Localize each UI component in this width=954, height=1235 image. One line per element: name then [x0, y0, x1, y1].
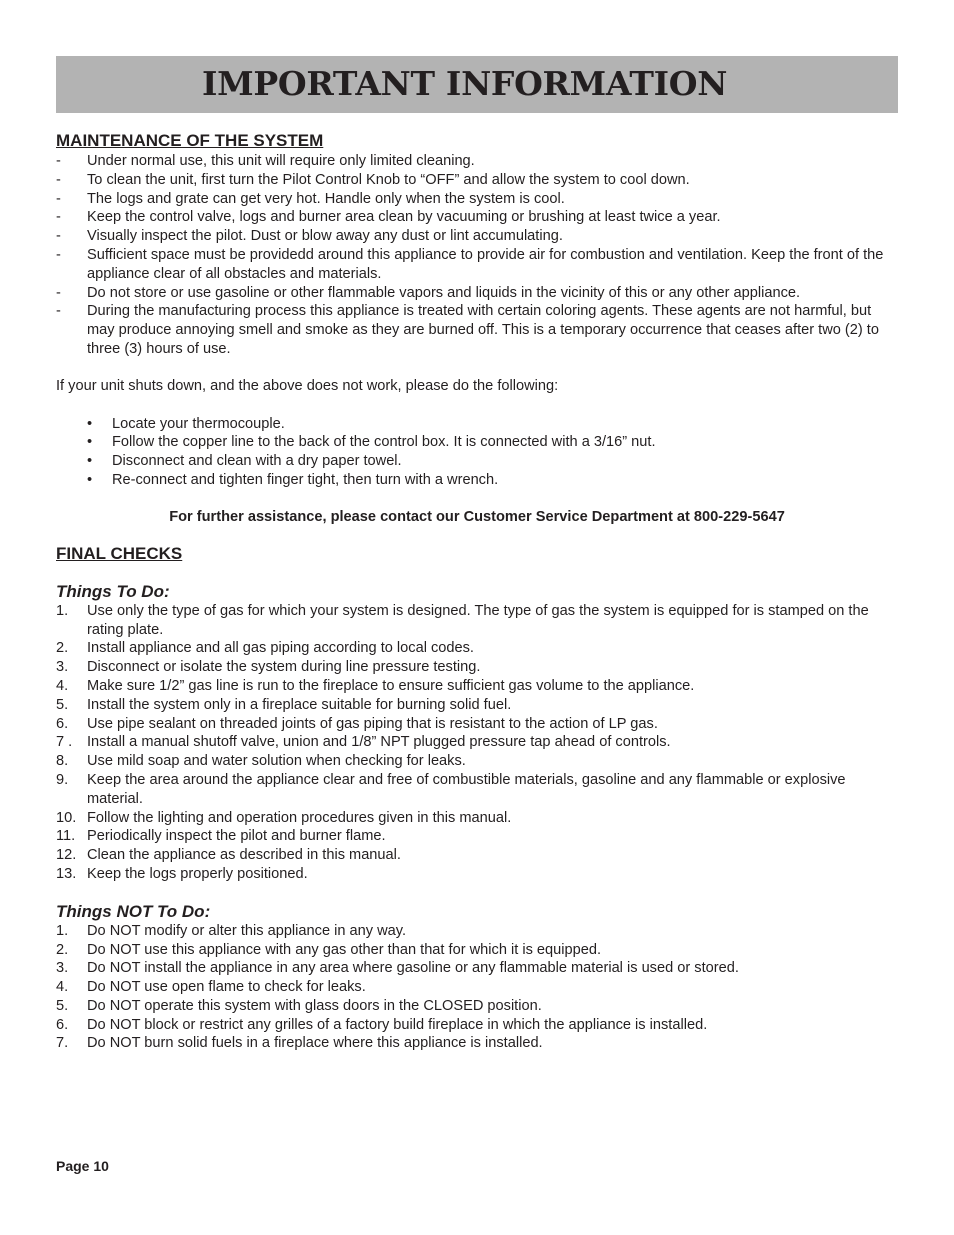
list-marker: - — [56, 153, 61, 169]
numbered-item — [56, 846, 886, 865]
numbered-item — [56, 752, 886, 771]
list-item-text: Visually inspect the pilot. Dust or blow away any dust or lint accumulating. — [87, 228, 563, 245]
numbered-item-text: Follow the lighting and operation procedures given in this manual. — [87, 809, 512, 826]
item-number: 11. — [56, 828, 76, 845]
numbered-item-text: Do NOT burn solid fuels in a fireplace where this appliance is installed. — [87, 1035, 543, 1052]
numbered-item-text: Clean the appliance as described in this manual. — [87, 847, 401, 864]
list-item — [56, 452, 886, 471]
item-number: 4. — [56, 677, 69, 694]
numbered-item-text: Do NOT block or restrict any grilles of a factory build fireplace in which the appliance is installed. — [87, 1016, 708, 1033]
list-marker: - — [56, 303, 61, 320]
page-title: IMPORTANT INFORMATION — [202, 64, 728, 103]
list-marker: • — [87, 471, 93, 488]
numbered-item-text: Use only the type of gas for which your system is designed. The type of gas the system is equipped for is stamped on the rating plate. — [87, 602, 869, 638]
item-number: 5. — [56, 696, 69, 713]
item-number: 5. — [56, 997, 69, 1014]
list-item-text: Keep the control valve, logs and burner area clean by vacuuming or brushing at least twice a year. — [87, 209, 721, 226]
item-number: 6. — [56, 1016, 69, 1033]
numbered-item — [56, 639, 886, 658]
list-marker: • — [87, 415, 93, 432]
item-number: 2. — [56, 640, 69, 657]
numbered-item-text: Do NOT operate this system with glass doors in the CLOSED position. — [87, 997, 542, 1014]
numbered-item-text: Keep the logs properly positioned. — [87, 865, 308, 882]
numbered-item-text: Do NOT use open flame to check for leaks. — [87, 979, 366, 996]
list-marker: - — [56, 171, 61, 188]
item-number: 2. — [56, 941, 69, 958]
numbered-item-text: Use mild soap and water solution when checking for leaks. — [87, 753, 466, 770]
list-item-text: Do not store or use gasoline or other flammable vapors and liquids in the vicinity of this or any other appliance. — [87, 284, 801, 301]
item-number: 1. — [56, 922, 69, 939]
numbered-item — [56, 978, 886, 997]
list-item — [56, 471, 886, 490]
list-marker: - — [56, 190, 61, 207]
numbered-item — [56, 997, 886, 1016]
list-item — [56, 227, 886, 246]
numbered-item — [56, 771, 886, 809]
things-not-to-do-heading: Things NOT To Do: — [56, 901, 211, 921]
list-item-text: Re-connect and tighten finger tight, then turn with a wrench. — [112, 471, 499, 488]
numbered-item — [56, 602, 886, 640]
shutdown-steps-list — [56, 415, 886, 490]
item-number: 1. — [56, 602, 69, 619]
things-to-do-list — [56, 602, 886, 884]
numbered-item-text: Make sure 1/2” gas line is run to the fireplace to ensure sufficient gas volume to the appliance. — [87, 677, 695, 694]
numbered-item-text: Do NOT use this appliance with any gas other than that for which it is equipped. — [87, 941, 602, 958]
numbered-item-text: Use pipe sealant on threaded joints of gas piping that is resistant to the action of LP gas. — [87, 715, 658, 732]
numbered-item — [56, 677, 886, 696]
numbered-item-text: Install a manual shutoff valve, union and 1/8” NPT plugged pressure tap ahead of controls. — [87, 734, 671, 751]
list-item — [56, 415, 886, 434]
list-item — [56, 433, 886, 452]
numbered-item — [56, 809, 886, 828]
list-item-text: Locate your thermocouple. — [112, 415, 285, 432]
item-number: 7 . — [56, 734, 73, 751]
numbered-item-text: Do NOT modify or alter this appliance in any way. — [87, 922, 407, 939]
numbered-item — [56, 733, 886, 752]
numbered-item — [56, 658, 886, 677]
numbered-item-text: Install the system only in a fireplace suitable for burning solid fuel. — [87, 696, 512, 713]
numbered-item — [56, 696, 886, 715]
list-item-text: To clean the unit, first turn the Pilot Control Knob to “OFF” and allow the system to cool down. — [87, 171, 690, 188]
shutdown-intro: If your unit shuts down, and the above does not work, please do the following: — [56, 377, 559, 394]
things-not-to-do-list — [56, 922, 886, 1054]
numbered-item — [56, 1034, 886, 1053]
title-banner — [56, 56, 898, 113]
item-number: 12. — [56, 847, 77, 864]
list-item-text: Sufficient space must be providedd around this appliance to provide air for combustion and ventilation. Keep the front of the appliance clear of all obstacles and materials. — [87, 246, 884, 282]
numbered-item-text: Periodically inspect the pilot and burner flame. — [87, 828, 386, 845]
list-item — [56, 284, 886, 303]
list-marker: - — [56, 209, 61, 226]
list-marker: - — [56, 246, 61, 263]
list-marker: - — [56, 284, 61, 301]
numbered-item — [56, 1016, 886, 1035]
list-marker: • — [87, 434, 93, 451]
contact-note: For further assistance, please contact our Customer Service Department at 800-229-5647 — [169, 508, 785, 525]
numbered-item-text: Do NOT install the appliance in any area where gasoline or any flammable material is used or stored. — [87, 960, 739, 977]
item-number: 3. — [56, 960, 69, 977]
list-item — [56, 246, 886, 284]
list-item — [56, 208, 886, 227]
list-item — [56, 302, 886, 358]
numbered-item — [56, 922, 886, 941]
numbered-item — [56, 865, 886, 884]
item-number: 13. — [56, 865, 77, 882]
list-item-text: Under normal use, this unit will require only limited cleaning. — [87, 153, 475, 169]
numbered-item-text: Keep the area around the appliance clear and free of combustible materials, gasoline and any flammable or explosive material. — [87, 771, 846, 807]
list-item-text: Follow the copper line to the back of the control box. It is connected with a 3/16” nut. — [112, 434, 656, 451]
list-item — [56, 152, 886, 171]
list-marker: - — [56, 228, 61, 245]
numbered-item-text: Disconnect or isolate the system during line pressure testing. — [87, 659, 481, 676]
final-checks-heading: FINAL CHECKS — [56, 543, 183, 563]
item-number: 6. — [56, 715, 69, 732]
maintenance-list — [56, 152, 886, 359]
page-number: Page 10 — [56, 1158, 109, 1174]
list-marker: • — [87, 453, 93, 470]
numbered-item — [56, 941, 886, 960]
item-number: 3. — [56, 659, 69, 676]
item-number: 7. — [56, 1035, 69, 1052]
numbered-item — [56, 827, 886, 846]
numbered-item — [56, 959, 886, 978]
things-to-do-heading: Things To Do: — [56, 581, 170, 601]
list-item-text: Disconnect and clean with a dry paper towel. — [112, 453, 402, 470]
list-item — [56, 171, 886, 190]
item-number: 8. — [56, 753, 69, 770]
list-item-text: During the manufacturing process this appliance is treated with certain coloring agents. These agents are not harmful, but may produce annoying smell and smoke as they are burned off. This is a temporary occurrence that ceases after two (2) to three (3) hours of use. — [87, 303, 879, 357]
item-number: 10. — [56, 809, 77, 826]
page-content — [56, 131, 886, 1053]
numbered-item-text: Install appliance and all gas piping according to local codes. — [87, 640, 474, 657]
item-number: 4. — [56, 979, 69, 996]
list-item-text: The logs and grate can get very hot. Handle only when the system is cool. — [87, 190, 565, 207]
numbered-item — [56, 715, 886, 734]
list-item — [56, 190, 886, 209]
item-number: 9. — [56, 771, 69, 788]
maintenance-heading: MAINTENANCE OF THE SYSTEM — [56, 131, 324, 150]
